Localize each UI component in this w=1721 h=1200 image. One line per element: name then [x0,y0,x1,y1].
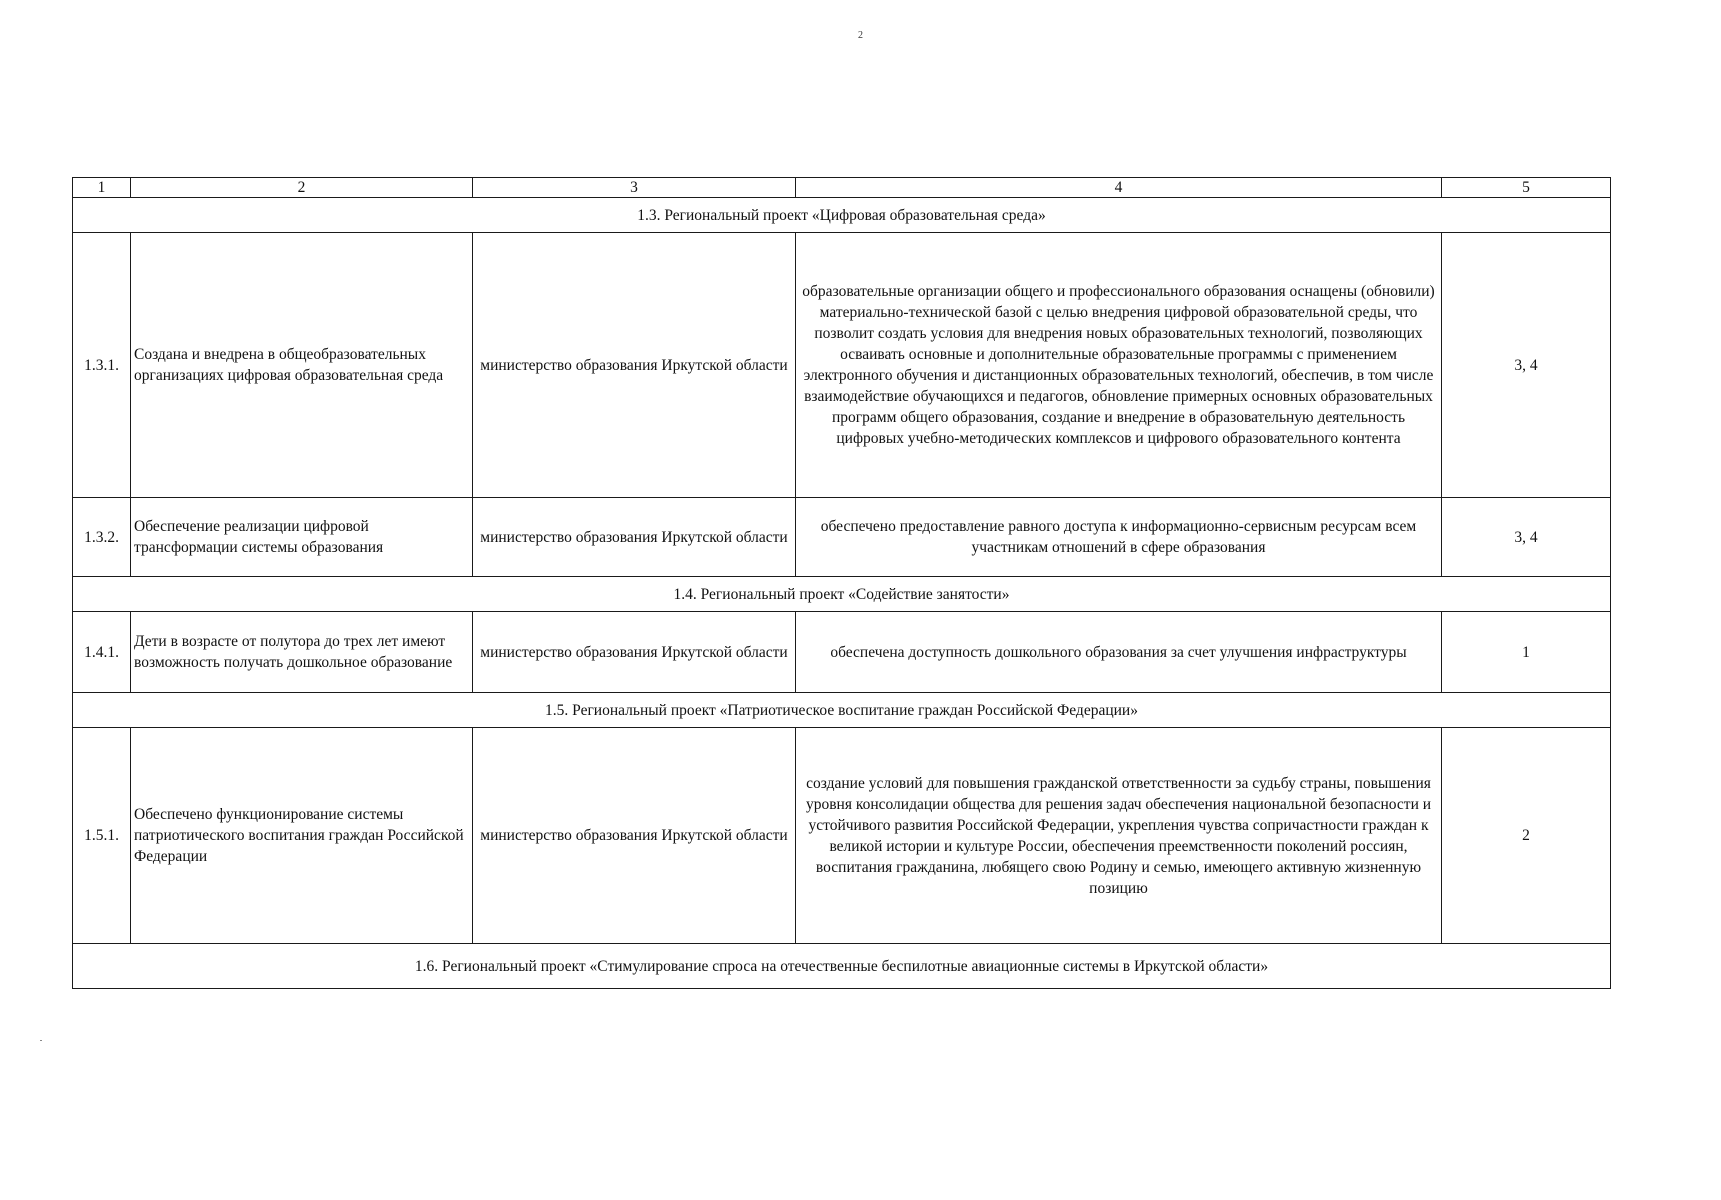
measures-table [72,177,1611,989]
section-row-1-3 [73,198,1611,233]
section-title-1-6: 1.6. Региональный проект «Стимулирование спроса на отечественные беспилотные авиационные системы в Иркутской области» [73,944,1611,989]
responsible-executor: министерство образования Иркутской области [473,728,796,944]
header-cell-5: 5 [1442,178,1611,198]
measure-name: Обеспечение реализации цифровой трансформации системы образования [131,498,473,577]
row-number: 1.4.1. [73,612,131,693]
expected-result: создание условий для повышения гражданской ответственности за судьбу страны, повышения уровня консолидации общества для решения задач обеспечения национальной безопасности и устойчивого развития Российской Федерации, укрепления чувства сопричастности граждан к великой истории и культуре России, обеспечения преемственности поколений россиян, воспитания гражданина, любящего свою Родину и семью, имеющего активную жизненную позицию [796,728,1442,944]
scan-speck [40,1040,42,1041]
indicator-refs: 1 [1442,612,1611,693]
section-row-1-4 [73,577,1611,612]
column-number-header-row [73,178,1611,198]
row-number: 1.5.1. [73,728,131,944]
table-row-1-4-1 [73,612,1611,693]
expected-result: обеспечено предоставление равного доступа к информационно-сервисным ресурсам всем участникам отношений в сфере образования [796,498,1442,577]
measure-name: Дети в возрасте от полутора до трех лет имеют возможность получать дошкольное образование [131,612,473,693]
table-row-1-3-2 [73,498,1611,577]
indicator-refs: 3, 4 [1442,498,1611,577]
row-number: 1.3.1. [73,233,131,498]
responsible-executor: министерство образования Иркутской области [473,233,796,498]
responsible-executor: министерство образования Иркутской области [473,498,796,577]
header-cell-2: 2 [131,178,473,198]
measure-name: Создана и внедрена в общеобразовательных организациях цифровая образовательная среда [131,233,473,498]
header-cell-4: 4 [796,178,1442,198]
responsible-executor: министерство образования Иркутской области [473,612,796,693]
header-cell-3: 3 [473,178,796,198]
section-row-1-5 [73,693,1611,728]
indicator-refs: 3, 4 [1442,233,1611,498]
indicator-refs: 2 [1442,728,1611,944]
table-row-1-3-1 [73,233,1611,498]
measure-name: Обеспечено функционирование системы патриотического воспитания граждан Российской Федерации [131,728,473,944]
section-title-1-5: 1.5. Региональный проект «Патриотическое воспитание граждан Российской Федерации» [73,693,1611,728]
section-title-1-3: 1.3. Региональный проект «Цифровая образовательная среда» [73,198,1611,233]
page-number: 2 [858,30,863,41]
section-row-1-6 [73,944,1611,989]
table-row-1-5-1 [73,728,1611,944]
header-cell-1: 1 [73,178,131,198]
section-title-1-4: 1.4. Региональный проект «Содействие занятости» [73,577,1611,612]
expected-result: образовательные организации общего и профессионального образования оснащены (обновили) материально-технической базой с целью внедрения цифровой образовательной среды, что позволит создать условия для внедрения новых образовательных технологий, позволяющих осваивать основные и дополнительные образовательные программы с применением электронного обучения и дистанционных образовательных технологий, обеспечив, в том числе взаимодействие обучающихся и педагогов, обновление примерных основных образовательных программ общего образования, создание и внедрение в образовательную деятельность цифровых учебно-методических комплексов и цифрового образовательного контента [796,233,1442,498]
row-number: 1.3.2. [73,498,131,577]
expected-result: обеспечена доступность дошкольного образования за счет улучшения инфраструктуры [796,612,1442,693]
